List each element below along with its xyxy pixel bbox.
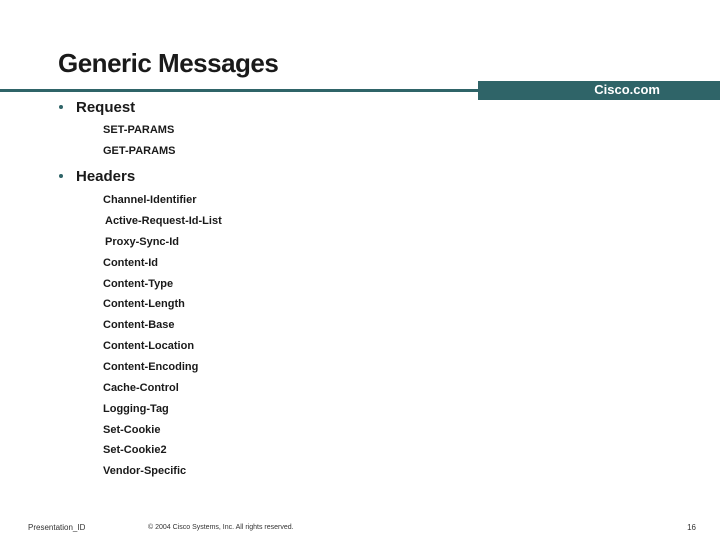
header-item: Content-Location: [103, 340, 195, 352]
slide-title: Generic Messages: [58, 48, 279, 78]
header-item: Set-Cookie2: [103, 444, 167, 456]
header-item: Cache-Control: [103, 382, 179, 394]
header-item: Content-Encoding: [103, 361, 199, 373]
header-item: Set-Cookie: [103, 424, 161, 436]
bullet-label: Request: [76, 98, 136, 116]
request-item: GET-PARAMS: [103, 145, 176, 157]
bullet-dot-icon: [59, 174, 63, 178]
bullet-request: [59, 97, 135, 117]
footer-presentation-id: Presentation_ID: [28, 523, 86, 532]
header-item: Active-Request-Id-List: [105, 215, 222, 227]
header-item: Proxy-Sync-Id: [105, 236, 179, 248]
footer-copyright: © 2004 Cisco Systems, Inc. All rights reserved.: [148, 524, 294, 531]
brand-bar: [478, 81, 720, 100]
header-item: Content-Id: [103, 257, 158, 269]
header-rule: [0, 89, 478, 92]
request-item: SET-PARAMS: [103, 124, 175, 136]
brand-link[interactable]: Cisco.com: [594, 82, 660, 97]
header-item: Logging-Tag: [103, 403, 169, 415]
bullet-label: Headers: [76, 167, 136, 185]
bullet-headers: [59, 166, 135, 186]
header-item: Content-Length: [103, 298, 185, 310]
header-item: Content-Type: [103, 278, 174, 290]
header-item: Content-Base: [103, 319, 175, 331]
header-item: Channel-Identifier: [103, 194, 197, 206]
page-number: 16: [687, 523, 696, 532]
bullet-dot-icon: [59, 105, 63, 109]
header-item: Vendor-Specific: [103, 465, 187, 477]
